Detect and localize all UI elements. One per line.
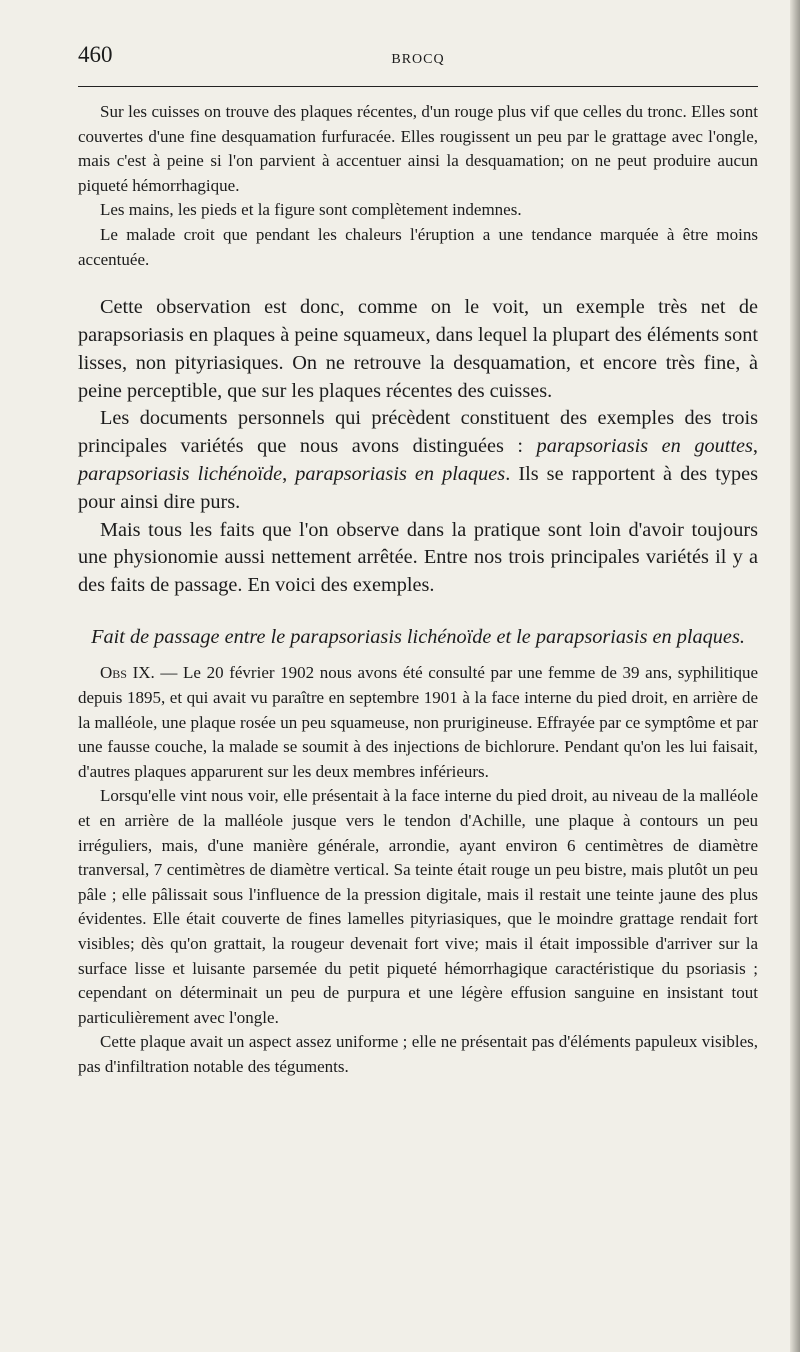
observation-text-1: — Le 20 février 1902 nous avons été consulté par une femme de 39 ans, syphilitique depuis 1895, et qui avait vu paraître en septembre 1901 à la face interne du pied droit, en arrière de la malléole, une plaque rosée un peu squameuse, non prurigineuse. Effrayée par ce symptôme et par une fausse couche, la malade se soumit à des injections de bichlorure. Pendant qu'on les lui faisait, d'autres plaques apparurent sur les deux membres inférieurs. <box>78 663 758 781</box>
running-title: BROCQ <box>391 52 445 67</box>
separator-2: , <box>282 462 296 485</box>
paragraph-varieties <box>78 405 758 516</box>
header-rule <box>78 86 758 87</box>
page-edge-shadow <box>790 0 800 1352</box>
paragraph-observation-summary: Cette observation est donc, comme on le voit, un exemple très net de parapsoriasis en plaques à peine squameux, dans lequel la plupart des éléments sont lisses, non pityriasiques. On ne retrouve la desquamation, et encore très fine, à peine perceptible, que sur les plaques récentes des cuisses. <box>78 296 758 402</box>
case-notes-block <box>78 100 758 272</box>
paragraph-transitions: Mais tous les faits que l'on observe dans la pratique sont loin d'avoir toujours une physionomie aussi nettement arrêtée. Entre nos trois principales variétés il y a des faits de passage. En voici des exemples. <box>78 518 758 597</box>
varieties-intro: Les documents personnels qui précèdent constituent des exemples des trois principales variétés que nous avons distinguées : <box>78 407 758 458</box>
paragraph-thighs: Sur les cuisses on trouve des plaques récentes, d'un rouge plus vif que celles du tronc. Elles sont couvertes d'une fine desquamation furfuracée. Elles rougissent un peu par le grattage avec l'ongle, mais c'est à peine si l'on parvient à accentuer ainsi la desquamation; on ne peut produire aucun piqueté hémorrhagique. <box>78 102 758 195</box>
page-body <box>78 100 758 1080</box>
page-header <box>78 42 758 82</box>
observation-label: Obs IX. <box>100 663 155 683</box>
section-heading: Fait de passage entre le parapsoriasis lichénoïde et le parapsoriasis en plaques. <box>91 625 745 648</box>
discussion-block <box>78 294 758 600</box>
page-number: 460 <box>78 42 113 67</box>
paragraph-heat: Le malade croit que pendant les chaleurs l'éruption a une tendance marquée à être moins accentuée. <box>78 224 758 269</box>
observation-paragraph-3: Cette plaque avait un aspect assez uniforme ; elle ne présentait pas d'éléments papuleux visibles, pas d'infiltration notable des téguments. <box>78 1032 758 1076</box>
observation-block <box>78 661 758 1079</box>
observation-paragraph-2: Lorsqu'elle vint nous voir, elle présentait à la face interne du pied droit, au niveau de la malléole et en arrière de la malléole jusque vers le tendon d'Achille, une plaque à contours un peu irréguliers, mais, d'une manière générale, arrondie, ayant environ 6 centimètres de diamètre tranversal, 7 centimètres de diamètre vertical. Sa teinte était rouge un peu bistre, mais plutôt un peu pâle ; elle pâlissait sous l'influence de la pression digitale, mais il restait une teinte jaune des plus évidentes. Elle était couverte de fines lamelles pityriasiques, que le moindre grattage rendait fort visibles; dès qu'on grattait, la rougeur devenait fort vive; mais il était impossible d'arriver sur la surface lisse et luisante parsemée du petit piqueté hémorrhagique caractéristique du psoriasis ; cependant on déterminait un peu de purpura et une légère effusion sanguine en insistant tout particulièrement avec l'ongle. <box>78 786 758 1027</box>
separator-1: , <box>752 435 758 458</box>
term-en-gouttes: parapsoriasis en gouttes <box>536 435 753 458</box>
paragraph-hands: Les mains, les pieds et la figure sont complètement indemnes. <box>100 200 522 220</box>
term-en-plaques: parapsoriasis en plaques <box>295 462 506 485</box>
observation-paragraph-1 <box>78 661 758 784</box>
term-lichenoide: parapsoriasis lichénoïde <box>78 462 283 485</box>
varieties-outro: . Ils se rapportent à des types pour ainsi dire purs. <box>78 462 759 513</box>
